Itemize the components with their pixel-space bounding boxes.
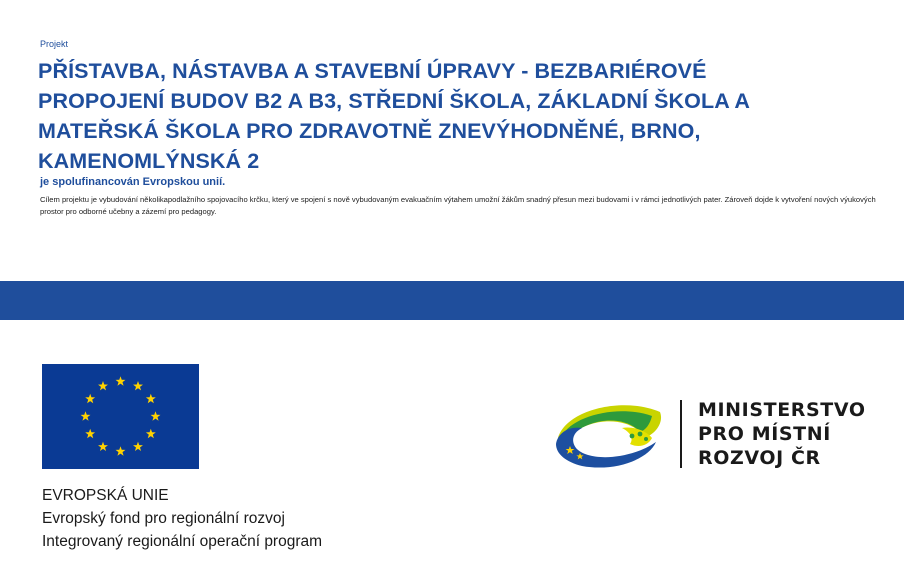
- eu-fund-name: Evropský fond pro regionální rozvoj: [42, 510, 285, 527]
- ministry-name-line3: ROZVOJ ČR: [698, 447, 821, 469]
- eu-flag-logo: [42, 364, 199, 469]
- project-kicker: Projekt: [40, 39, 69, 49]
- ministry-emblem-logo: [552, 398, 668, 470]
- project-title: PŘÍSTAVBA, NÁSTAVBA A STAVEBNÍ ÚPRAVY - BEZBARIÉROVÉ PROPOJENÍ BUDOV B2 A B3, STŘEDNÍ ŠKOLA, ZÁKLADNÍ ŠKOLA A MATEŘSKÁ ŠKOLA PRO ZDRAVOTNĚ ZNEVÝHODNĚNÉ, BRNO, KAMENOMLÝNSKÁ 2: [38, 59, 750, 173]
- eu-programme-name: Integrovaný regionální operační program: [42, 533, 323, 550]
- eu-flag-svg: [42, 364, 199, 469]
- project-description: Cílem projektu je vybudování několikapodlažního spojovacího krčku, který ve spojení s nově vybudovaným evakuačním výtahem umožní žákům snadný přesun mezi budovami i v rámci jednotlivých pater. Zároveň dojde k vytvoření nových výukových prostor pro odborné učebny a zázemí pro pedagogy.: [40, 195, 876, 216]
- eu-fund-text: [42, 484, 322, 553]
- eu-name: EVROPSKÁ UNIE: [42, 487, 169, 504]
- cofinancing-statement: je spolufinancován Evropskou unií.: [40, 176, 226, 188]
- blue-band: [0, 281, 904, 320]
- ministry-name-line1: MINISTERSTVO: [698, 399, 866, 421]
- ministry-divider: [680, 400, 682, 468]
- ministry-name-line2: PRO MÍSTNÍ: [698, 423, 831, 445]
- ministry-name: [698, 398, 866, 470]
